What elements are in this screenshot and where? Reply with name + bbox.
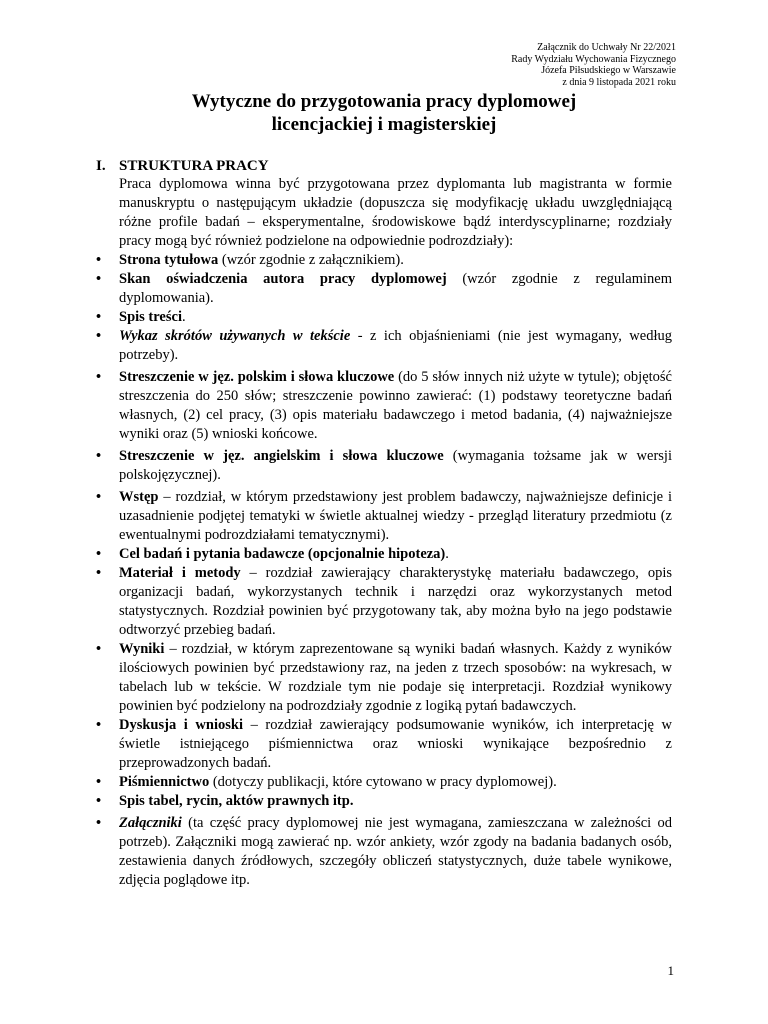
item-term: Materiał i metody bbox=[119, 565, 241, 581]
bullet-icon: • bbox=[96, 565, 102, 581]
attachment-note-line: z dnia 9 listopada 2021 roku bbox=[562, 76, 676, 88]
item-description: – rozdział zawierający podsumowanie wyników, ich interpretację w świetle istniejącego piśmiennictwa oraz wnioski wynikające bezpośrednio z przeprowadzonych badań. bbox=[119, 717, 672, 771]
item-term: Załączniki bbox=[119, 815, 182, 831]
list-item bbox=[96, 545, 672, 564]
page-number: 1 bbox=[667, 963, 674, 978]
item-description: – rozdział zawierający charakterystykę materiału badawczego, opis organizacji badań, wykorzystanych technik i narzędzi oraz wykorzystanych metod statystycznych. Rozdział powinien być przygotowany tak, aby można było na jego podstawie odtworzyć przebieg badań. bbox=[119, 565, 672, 638]
item-term: Spis treści bbox=[119, 309, 182, 325]
document-title bbox=[0, 90, 768, 136]
item-term: Wykaz skrótów używanych w tekście bbox=[119, 328, 351, 344]
section-title: STRUKTURA PRACY bbox=[119, 158, 269, 174]
bullet-icon: • bbox=[96, 271, 102, 287]
item-term: Wstęp bbox=[119, 489, 159, 505]
bullet-icon: • bbox=[96, 369, 102, 385]
list-item bbox=[96, 814, 672, 890]
item-description: (wzór zgodnie z załącznikiem). bbox=[218, 252, 404, 268]
document-title-line: Wytyczne do przygotowania pracy dyplomowej bbox=[191, 91, 577, 112]
item-description: – rozdział, w którym przedstawiony jest problem badawczy, najważniejsze definicje i uzasadnienie podjętej tematyki w świetle aktualnej wiedzy - przegląd literatury przedmiotu (z ewentualnymi podrozdziałami tematycznymi). bbox=[119, 489, 672, 543]
section-heading bbox=[96, 157, 269, 175]
list-item bbox=[96, 447, 672, 485]
bullet-icon: • bbox=[96, 717, 102, 733]
bullet-icon: • bbox=[96, 328, 102, 344]
bullet-icon: • bbox=[96, 448, 102, 464]
list-item bbox=[96, 251, 672, 270]
item-description: (ta część pracy dyplomowej nie jest wymagana, zamieszczana w zależności od potrzeb). Załączniki mogą zawierać np. wzór ankiety, wzór zgody na badania badanych osób, zestawienia danych źródłowych, szczegóły obliczeń statystycznych, duże tabele wynikowe, zdjęcia poglądowe itp. bbox=[119, 815, 672, 888]
item-term: Strona tytułowa bbox=[119, 252, 219, 268]
item-description: . bbox=[181, 309, 186, 325]
bullet-icon: • bbox=[96, 546, 102, 562]
list-item bbox=[96, 327, 672, 365]
section-intro: Praca dyplomowa winna być przygotowana przez dyplomanta lub magistranta w formie manuskryptu o następującym układzie (dopuszcza się modyfikację układu uwzględniającą różne profile badań – eksperymentalne, środowiskowe bądź interdyscyplinarne; rozdziały pracy mogą być również podzielone na odpowiednie podrozdziały): bbox=[119, 176, 672, 249]
item-term: Cel badań i pytania badawcze (opcjonalnie hipoteza) bbox=[119, 546, 446, 562]
list-item bbox=[96, 488, 672, 545]
item-term: Piśmiennictwo bbox=[119, 774, 210, 790]
item-description: . bbox=[445, 546, 449, 562]
attachment-note-line: Józefa Piłsudskiego w Warszawie bbox=[541, 65, 676, 76]
attachment-note bbox=[511, 42, 676, 88]
item-term: Wyniki bbox=[119, 641, 165, 657]
bullet-icon: • bbox=[96, 309, 102, 325]
item-term: Streszczenie w jęz. polskim i słowa kluczowe bbox=[119, 369, 395, 385]
list-item bbox=[96, 773, 672, 792]
bullet-icon: • bbox=[96, 774, 102, 790]
list-item bbox=[96, 270, 672, 308]
list-item bbox=[96, 640, 672, 716]
section-content bbox=[96, 175, 672, 890]
list-item bbox=[96, 368, 672, 444]
document-title-line: licencjackiej i magisterskiej bbox=[271, 114, 497, 135]
item-description: (dotyczy publikacji, które cytowano w pracy dyplomowej). bbox=[209, 774, 557, 790]
bullet-icon: • bbox=[96, 815, 102, 831]
item-description: (do 5 słów innych niż użyte w tytule); objętość streszczenia do 250 słów; streszczenie powinno zawierać: (1) podstawy teoretyczne badań własnych, (2) cel pracy, (3) opis materiału badawczego i metod badania, (4) najważniejsze wyniki oraz (5) wnioski końcowe. bbox=[119, 369, 672, 442]
attachment-note-line: Rady Wydziału Wychowania Fizycznego bbox=[511, 53, 676, 65]
list-item bbox=[96, 564, 672, 640]
item-description: – rozdział, w którym zaprezentowane są wyniki badań własnych. Każdy z wyników ilościowych powinien być przedstawiony raz, na jeden z trzech sposobów: na wykresach, w tabelach lub w tekście. W rozdziale tym nie podaje się interpretacji. Rozdział wynikowy powinien być podzielony na podrozdziały zgodnie z logiką pytań badawczych. bbox=[119, 641, 672, 714]
list-item bbox=[96, 308, 672, 327]
attachment-note-line: Załącznik do Uchwały Nr 22/2021 bbox=[537, 42, 676, 53]
item-term: Dyskusja i wnioski bbox=[119, 717, 243, 733]
structure-list bbox=[96, 251, 672, 890]
item-description: (wzór zgodnie z regulaminem dyplomowania). bbox=[119, 271, 672, 306]
item-description: (wymagania tożsame jak w wersji polskojęzycznej). bbox=[119, 448, 672, 483]
item-term: Streszczenie w jęz. angielskim i słowa kluczowe bbox=[119, 448, 444, 464]
item-term: Spis tabel, rycin, aktów prawnych itp. bbox=[119, 793, 354, 809]
bullet-icon: • bbox=[96, 793, 102, 809]
bullet-icon: • bbox=[96, 252, 102, 268]
item-description: - z ich objaśnieniami (nie jest wymagany, według potrzeby). bbox=[119, 328, 672, 363]
section-number: I. bbox=[96, 158, 106, 174]
bullet-icon: • bbox=[96, 489, 102, 505]
list-item bbox=[96, 792, 672, 811]
bullet-icon: • bbox=[96, 641, 102, 657]
item-term: Skan oświadczenia autora pracy dyplomowej bbox=[119, 271, 447, 287]
list-item bbox=[96, 716, 672, 773]
